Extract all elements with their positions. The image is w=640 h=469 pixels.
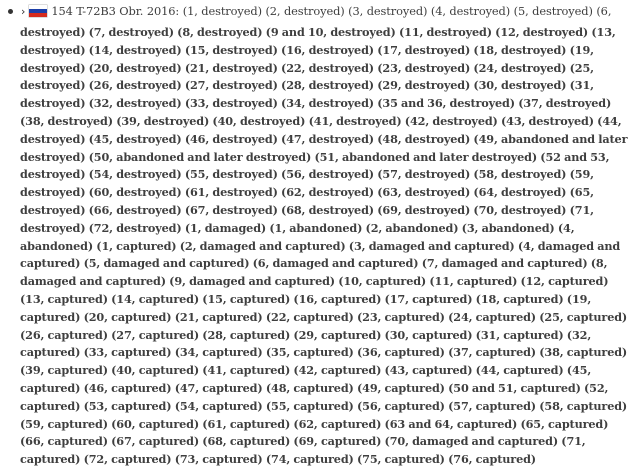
entry-title: 154 T-72B3 Obr. 2016: bbox=[51, 4, 180, 18]
entry-title-line bbox=[51, 4, 611, 18]
chevron-right-icon[interactable]: › bbox=[21, 4, 26, 18]
entry-header bbox=[8, 2, 632, 20]
flag-stripe-red bbox=[29, 13, 47, 17]
losses-list: destroyed) (7, destroyed) (8, destroyed) (9 and 10, destroyed) (11, destroyed) (12, destroyed) (13, destroyed) (14, destroyed) (15, destroyed) (16, destroyed) (17, destroyed) (18, destroyed) (19, destroyed) (20, destroyed) (21, destroyed) (22, destroyed) (23, destroyed) (24, destroyed) (25, destroyed) (26, destroyed) (27, destroyed) (28, destroyed) (29, destroyed) (30, destroyed) (31, destroyed) (32, destroyed) (33, destroyed) (34, destroyed) (35 and 36, destroyed) (37, destroyed) (38, destroyed) (39, destroyed) (40, destroyed) (41, destroyed) (42, destroyed) (43, destroyed) (44, destroyed) (45, destroyed) (46, destroyed) (47, destroyed) (48, destroyed) (49, abandoned and later destroyed) (50, abandoned and later destroyed) (51, abandoned and later destroyed) (52 and 53, destroyed) (54, destroyed) (55, destroyed) (56, destroyed) (57, destroyed) (58, destroyed) (59, destroyed) (60, destroyed) (61, destroyed) (62, destroyed) (63, destroyed) (64, destroyed) (65, destroyed) (66, destroyed) (67, destroyed) (68, destroyed) (69, destroyed) (70, destroyed) (71, destroyed) (72, destroyed) (1, damaged) (1, abandoned) (2, abandoned) (3, abandoned) (4, abandoned) (1, captured) (2, damaged and captured) (3, damaged and captured) (4, damaged and captured) (5, damaged and captured) (6, damaged and captured) (7, damaged and captured) (8, damaged and captured) (9, damaged and captured) (10, captured) (11, captured) (12, captured) (13, captured) (14, captured) (15, captured) (16, captured) (17, captured) (18, captured) (19, captured) (20, captured) (21, captured) (22, captured) (23, captured) (24, captured) (25, captured) (26, captured) (27, captured) (28, captured) (29, captured) (30, captured) (31, captured) (32, captured) (33, captured) (34, captured) (35, captured) (36, captured) (37, captured) (38, captured) (39, captured) (40, captured) (41, captured) (42, captured) (43, captured) (44, captured) (45, captured) (46, captured) (47, captured) (48, captured) (49, captured) (50 and 51, captured) (52, captured) (53, captured) (54, captured) (55, captured) (56, captured) (57, captured) (58, captured) (59, captured) (60, captured) (61, captured) (62, captured) (63 and 64, captured) (65, captured) (66, captured) (67, captured) (68, captured) (69, captured) (70, damaged and captured) (71, captured) (72, captured) (73, captured) (74, captured) (75, captured) (76, captured) bbox=[20, 25, 628, 467]
entry-first-line-losses: (1, destroyed) (2, destroyed) (3, destroyed) (4, destroyed) (5, destroyed) (6, bbox=[182, 4, 612, 18]
russia-flag-icon bbox=[29, 5, 47, 17]
bullet-icon bbox=[8, 9, 13, 14]
